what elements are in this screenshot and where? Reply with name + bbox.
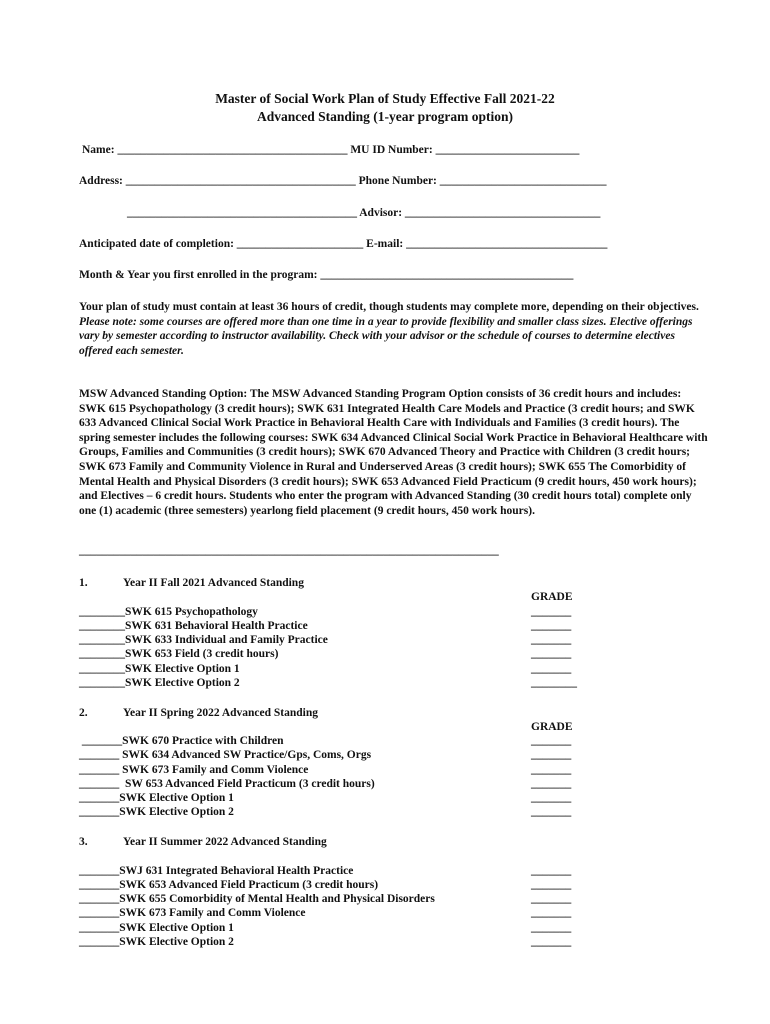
intro-note-text: Please note: some courses are offered more than one time in a year to provide flexibility and smaller class sizes. Elective offerings vary by semester according to instructor availability. Check with your advisor or the schedule of courses to determine electives offered each semester. [79,315,693,357]
grade-blank[interactable]: _______ [531,936,572,948]
grade-blank[interactable]: _______ [531,764,572,776]
course-row[interactable]: _______SWK 653 Advanced Field Practicum (3 credit hours) [79,879,379,891]
course-row[interactable]: ________SWK 631 Behavioral Health Practice [79,620,308,632]
grade-blank[interactable]: _______ [531,620,572,632]
grade-blank[interactable]: _______ [531,879,572,891]
course-row[interactable]: _______SWK Elective Option 1 [79,922,234,934]
address-field-line[interactable]: Address: ________________________________________ Phone Number: _____________________________ [79,175,607,187]
grade-blank[interactable]: _______ [531,778,572,790]
option-paragraph: MSW Advanced Standing Option: The MSW Advanced Standing Program Option consists of 36 credit hours and includes: SWK 615 Psychopathology (3 credit hours); SWK 631 Integrated Health Care Models and Practice (3 credit hours; and SWK 633 Advanced Clinical Social Work Practice in Behavioral Health Care with Individuals and Families (3 credit hours). The spring semester includes the following courses: SWK 634 Advanced Clinical Social Work Practice in Behavioral Healthcare with Groups, Families and Communities (3 credit hours); SWK 670 Advanced Theory and Practice with Children (3 credit hours; SWK 673 Family and Community Violence in Rural and Underserved Areas (3 credit hours); SWK 655 The Comorbidity of Mental Health and Physical Disorders (3 credit hours); SWK 653 Advanced Field Practicum (9 credit hours, 450 work hours); and Electives – 6 credit hours. Students who enter the program with Advanced Standing (30 credit hours total) complete only one (1) academic (three semesters) yearlong field placement (9 credit hours, 450 work hours). [79,388,708,517]
name-field-line[interactable]: Name: ________________________________________ MU ID Number: _________________________ [82,144,580,156]
grade-blank[interactable]: _______ [531,663,572,675]
course-row[interactable]: ________SWK Elective Option 1 [79,663,240,675]
grade-blank[interactable]: _______ [531,749,572,761]
course-row[interactable]: _______SWK Elective Option 2 [79,806,234,818]
separator-line: _________________________________________________________________________ [79,545,499,557]
intro-paragraph [79,300,709,358]
grade-blank[interactable]: _______ [531,735,572,747]
section-2-number: 2. [79,707,88,719]
grade-header: GRADE [531,591,573,603]
intro-plain-text: Your plan of study must contain at least 36 hours of credit, though students may complete more, depending on their objectives. [79,301,699,313]
course-row[interactable]: ________SWK 653 Field (3 credit hours) [79,648,279,660]
grade-blank[interactable]: _______ [531,893,572,905]
enrolled-field-line[interactable]: Month & Year you first enrolled in the program: ____________________________________________ [79,269,574,281]
course-row[interactable]: _______SWK Elective Option 2 [79,936,234,948]
course-row[interactable]: _______SWK 670 Practice with Children [79,735,284,747]
advisor-field-line[interactable]: ________________________________________ Advisor: __________________________________ [127,207,601,219]
grade-blank[interactable]: _______ [531,606,572,618]
grade-header: GRADE [531,721,573,733]
grade-blank[interactable]: ________ [531,677,577,689]
course-row[interactable]: _______SWK 655 Comorbidity of Mental Health and Physical Disorders [79,893,435,905]
grade-blank[interactable]: _______ [531,806,572,818]
course-row[interactable]: _______SWK Elective Option 1 [79,792,234,804]
page-title: Master of Social Work Plan of Study Effective Fall 2021-22 [215,91,555,106]
course-row[interactable]: ________SWK 615 Psychopathology [79,606,258,618]
section-3-heading: Year II Summer 2022 Advanced Standing [123,836,327,848]
course-row[interactable]: ________SWK 633 Individual and Family Practice [79,634,328,646]
course-row[interactable]: _______ SWK 673 Family and Comm Violence [79,764,309,776]
section-2-heading: Year II Spring 2022 Advanced Standing [123,707,319,719]
completion-field-line[interactable]: Anticipated date of completion: ______________________ E-mail: ___________________________________ [79,238,608,250]
course-row[interactable]: _______ SW 653 Advanced Field Practicum (3 credit hours) [79,778,375,790]
grade-blank[interactable]: _______ [531,865,572,877]
course-row[interactable]: _______SWJ 631 Integrated Behavioral Health Practice [79,865,354,877]
course-row[interactable]: ________SWK Elective Option 2 [79,677,240,689]
page-subtitle: Advanced Standing (1-year program option) [256,109,514,124]
course-row[interactable]: _______SWK 673 Family and Comm Violence [79,907,306,919]
grade-blank[interactable]: _______ [531,907,572,919]
grade-blank[interactable]: _______ [531,922,572,934]
grade-blank[interactable]: _______ [531,634,572,646]
section-1-heading: Year II Fall 2021 Advanced Standing [123,577,304,589]
grade-blank[interactable]: _______ [531,792,572,804]
course-row[interactable]: _______ SWK 634 Advanced SW Practice/Gps, Coms, Orgs [79,749,372,761]
grade-blank[interactable]: _______ [531,648,572,660]
section-3-number: 3. [79,836,88,848]
section-1-number: 1. [79,577,88,589]
